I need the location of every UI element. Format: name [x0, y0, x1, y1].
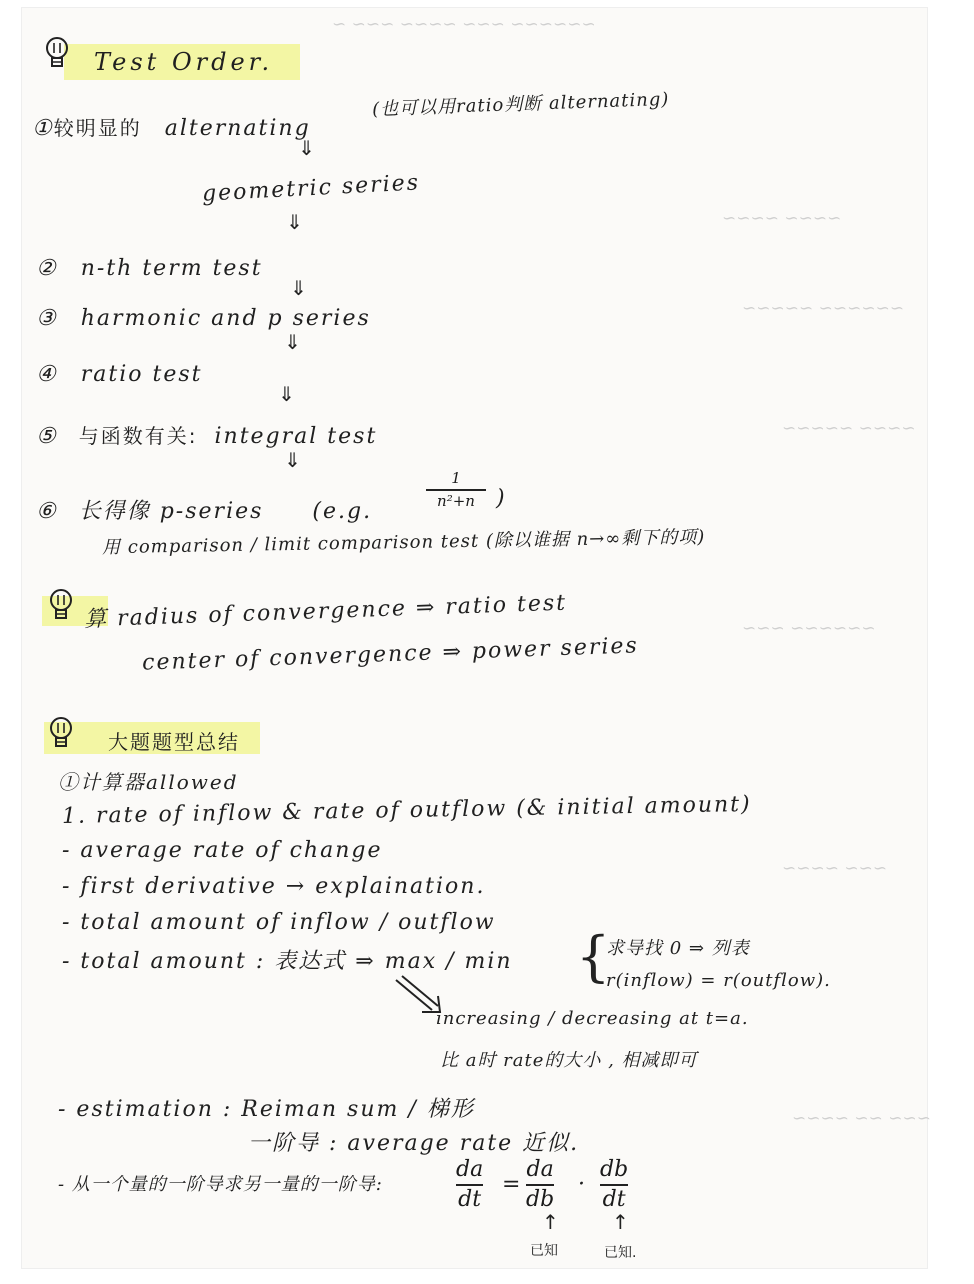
known-label-1: 已知 — [530, 1243, 558, 1259]
item-6: ⑥ 长得像 p-series (e.g. — [36, 499, 373, 524]
notebook-page — [22, 8, 932, 1268]
line-total-amount-expression: - total amount : 表达式 ⇒ max / min — [62, 949, 513, 974]
section-title-test-order: Test Order. — [94, 48, 274, 76]
line-related-rates: - 从一个量的一阶导求另一量的一阶导: — [58, 1174, 383, 1195]
up-arrow: ↑ — [612, 1210, 629, 1234]
down-arrow: ⇓ — [284, 330, 301, 354]
item-2: ② n-th term test — [36, 256, 263, 281]
bleed-through-text: ~~~ ~~~~~~ — [742, 618, 876, 638]
lightbulb-icon — [48, 716, 74, 752]
calculator-allowed: ①计算器allowed — [58, 770, 239, 794]
bleed-through-text: ~~~~ ~~~~ — [722, 208, 842, 228]
item-1-note: (也可以用ratio判断 alternating) — [371, 88, 670, 121]
up-arrow: ↑ — [542, 1210, 559, 1234]
item-4: ④ ratio test — [36, 362, 203, 387]
line-first-derivative: - first derivative → explaination. — [62, 874, 486, 899]
brace: { — [576, 925, 611, 988]
line-rate-equal: r(inflow) = r(outflow). — [606, 970, 831, 991]
lightbulb-icon — [44, 36, 70, 72]
equals-sign: = — [502, 1172, 523, 1197]
fraction-da-dt: da dt — [456, 1157, 484, 1213]
geometric-series: geometric series — [201, 170, 421, 207]
line-first-order-approx: 一阶导 : average rate 近似. — [248, 1131, 580, 1156]
down-arrow: ⇓ — [298, 136, 315, 160]
down-arrow: ⇓ — [290, 276, 307, 300]
item-5: ⑤ 与函数有关: integral test — [36, 424, 378, 449]
line-derivative-zero: 求导找 0 ⇒ 列表 — [606, 938, 750, 959]
lightbulb-icon — [48, 588, 74, 624]
bleed-through-text: ~~~~ ~~~ — [782, 858, 888, 878]
fraction-db-dt: db dt — [600, 1157, 629, 1213]
summary-title: 大题题型总结 — [108, 730, 240, 754]
item-3: ③ harmonic and p series — [36, 306, 371, 331]
dot-sign: · — [578, 1172, 587, 1197]
center-line: center of convergence ⇒ power series — [141, 633, 640, 676]
line-estimation: - estimation : Reiman sum / 梯形 — [58, 1097, 475, 1122]
down-arrow: ⇓ — [278, 382, 295, 406]
line-average-rate: - average rate of change — [62, 838, 383, 863]
fraction-da-db: da db — [526, 1157, 555, 1213]
line-compare-rate: 比 a时 rate的大小 , 相减即可 — [440, 1050, 698, 1071]
known-label-2: 已知. — [604, 1245, 637, 1261]
bleed-through-text: ~~~~~ ~~~~ — [782, 418, 916, 438]
line-increasing: increasing / decreasing at t=a. — [436, 1008, 749, 1029]
item-6-close: ) — [496, 486, 507, 511]
radius-line: 算 radius of convergence ⇒ ratio test — [83, 590, 568, 633]
down-arrow: ⇓ — [286, 210, 303, 234]
bleed-through-text: ~ ~~~ ~~~~ ~~~ ~~~~~~ — [332, 14, 596, 34]
bleed-through-text: ~~~~ ~~ ~~~ — [792, 1108, 932, 1128]
item-6-comparison: 用 comparison / limit comparison test (除以谁据 n→∞剩下的项) — [101, 526, 706, 559]
bleed-through-text: ~~~~~ ~~~~~~ — [742, 298, 905, 318]
down-arrow: ⇓ — [284, 448, 301, 472]
line-rate-inflow: 1. rate of inflow & rate of outflow (& initial amount) — [61, 791, 752, 830]
item-1: ①较明显的 alternating — [32, 116, 311, 141]
line-total-amount-inflow: - total amount of inflow / outflow — [62, 910, 496, 935]
item-6-fraction: 1 n²+n — [426, 470, 486, 509]
